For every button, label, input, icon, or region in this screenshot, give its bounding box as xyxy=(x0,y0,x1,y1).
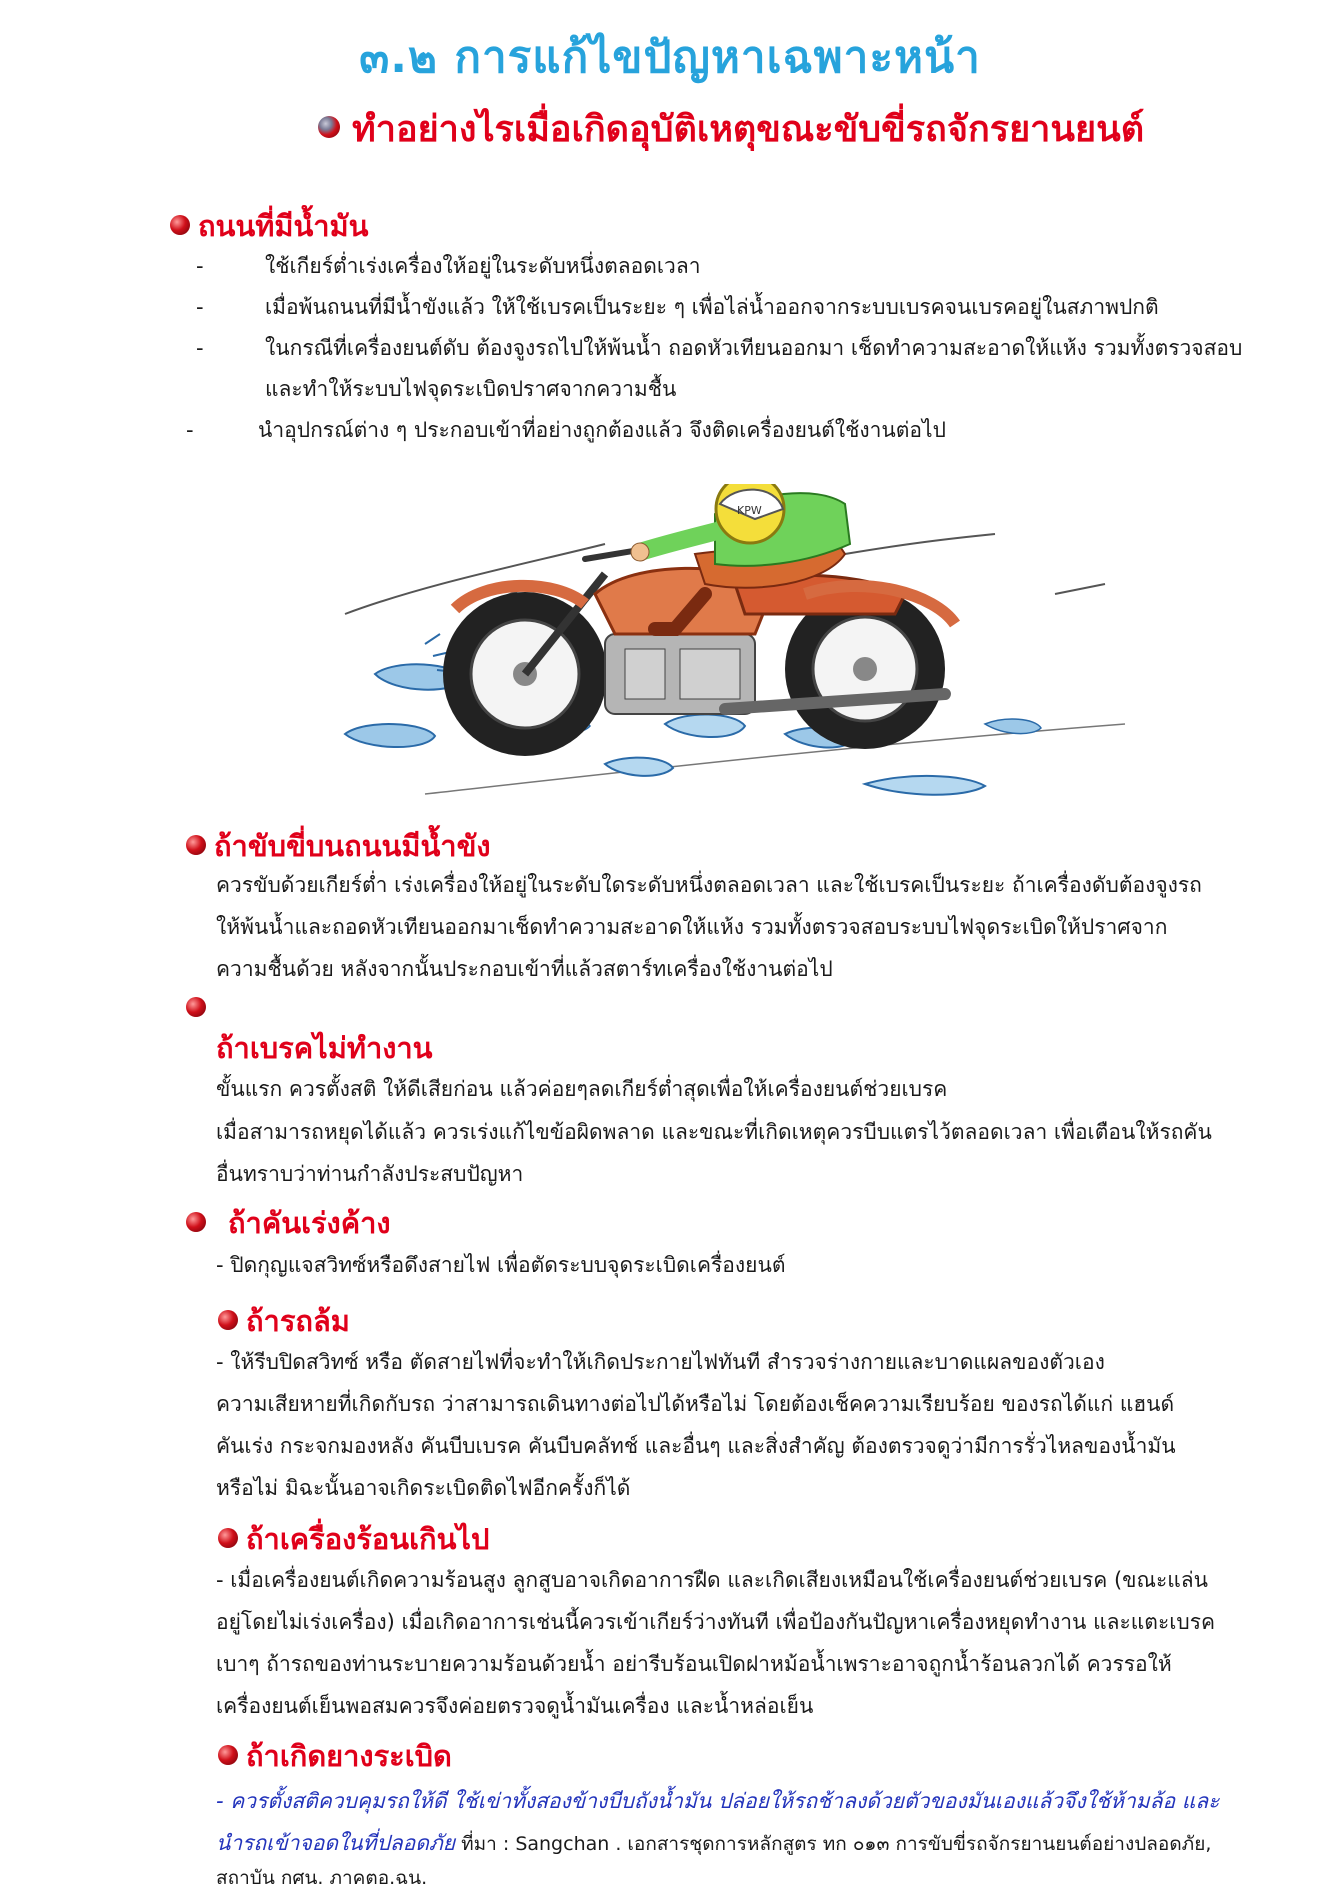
list-dash: - xyxy=(196,295,204,319)
paragraph-line: เบาๆ ถ้ารถของท่านระบายความร้อนด้วยน้ำ อย่ารีบร้อนเปิดฝาหม้อน้ำเพราะอาจถูกน้ำร้อนลวกได้ ควรรอให้ xyxy=(216,1652,1172,1676)
heading-text: ถ้ารถล้ม xyxy=(246,1304,350,1338)
paragraph-line: - เมื่อเครื่องยนต์เกิดความร้อนสูง ลูกสูบอาจเกิดอาการฝืด และเกิดเสียงเหมือนใช้เครื่องยนต์ช่วยเบรค (ขณะแล่น xyxy=(216,1568,1209,1592)
section-heading-throttle-stuck xyxy=(186,1200,391,1246)
section-heading-oil-road xyxy=(170,203,369,249)
heading-text: ถ้าคันเร่งค้าง xyxy=(228,1206,391,1240)
paragraph-line: - ให้รีบปิดสวิทซ์ หรือ ตัดสายไฟที่จะทำให้เกิดประกายไฟทันที สำรวจร่างกายและบาดแผลของตัวเอง xyxy=(216,1350,1105,1374)
section-heading-flooded-road xyxy=(186,823,491,869)
helmet-label: KPW xyxy=(737,504,762,517)
paragraph-line: ให้พ้นน้ำและถอดหัวเทียนออกมาเช็ดทำความสะอาดให้แห้ง รวมทั้งตรวจสอบระบบไฟจุดระเบิดให้ปราศจาก xyxy=(216,915,1168,939)
page-title: ๓.๒ การแก้ไขปัญหาเฉพาะหน้า xyxy=(359,32,981,83)
list-item: ในกรณีที่เครื่องยนต์ดับ ต้องจูงรถไปให้พ้นน้ำ ถอดหัวเทียนออกมา เช็ดทำความสะอาดให้แห้ง รวมทั้งตรวจสอบ xyxy=(265,336,1243,360)
paragraph-line: เมื่อสามารถหยุดได้แล้ว ควรเร่งแก้ไขข้อผิดพลาด และขณะที่เกิดเหตุควรบีบแตรไว้ตลอดเวลา เพื่อเตือนให้รถคัน xyxy=(216,1120,1212,1144)
list-item-continuation: และทำให้ระบบไฟจุดระเบิดปราศจากความชื้น xyxy=(265,377,677,401)
source-citation: ที่มา : Sangchan . เอกสารชุดการหลักสูตร ทก ๐๑๓ การขับขี่รถจักรยานยนต์อย่างปลอดภัย, xyxy=(455,1833,1212,1855)
list-item: เมื่อพ้นถนนที่มีน้ำขังแล้ว ให้ใช้เบรคเป็นระยะ ๆ เพื่อไล่น้ำออกจากระบบเบรคจนเบรคอยู่ในสภาพปกติ xyxy=(265,295,1159,319)
list-item: ใช้เกียร์ต่ำเร่งเครื่องให้อยู่ในระดับหนึ่งตลอดเวลา xyxy=(265,254,701,278)
paragraph-line: - ควรตั้งสติควบคุมรถให้ดี ใช้เข่าทั้งสองข้างบีบถังน้ำมัน ปล่อยให้รถช้าลงด้วยตัวของมันเองแล้วจึงใช้ห้ามล้อ และ xyxy=(216,1789,1220,1813)
list-dash: - xyxy=(196,254,204,278)
paragraph-line: อื่นทราบว่าท่านกำลังประสบปัญหา xyxy=(216,1162,524,1186)
heading-text: ถนนที่มีน้ำมัน xyxy=(198,209,369,243)
bullet-icon xyxy=(170,215,190,235)
paragraph-line: ความเสียหายที่เกิดกับรถ ว่าสามารถเดินทางต่อไปได้หรือไม่ โดยต้องเช็คความเรียบร้อย ของรถได้แก่ แฮนด์ xyxy=(216,1392,1175,1416)
bullet-icon xyxy=(186,1212,206,1232)
bullet-icon xyxy=(186,835,206,855)
section-heading-overheat xyxy=(218,1516,489,1562)
bullet-icon xyxy=(318,116,340,138)
paragraph-line: ความชื้นด้วย หลังจากนั้นประกอบเข้าที่แล้วสตาร์ทเครื่องใช้งานต่อไป xyxy=(216,957,833,981)
heading-text: ถ้าเครื่องร้อนเกินไป xyxy=(246,1522,490,1556)
subtitle-text: ทำอย่างไรเมื่อเกิดอุบัติเหตุขณะขับขี่รถจักรยานยนต์ xyxy=(352,109,1145,150)
list-dash: - xyxy=(186,418,194,442)
bullet-icon xyxy=(218,1310,238,1330)
paragraph-line: เครื่องยนต์เย็นพอสมควรจึงค่อยตรวจดูน้ำมันเครื่อง และน้ำหล่อเย็น xyxy=(216,1694,814,1718)
paragraph-line: - ปิดกุญแจสวิทซ์หรือดึงสายไฟ เพื่อตัดระบบจุดระเบิดเครื่องยนต์ xyxy=(216,1253,786,1277)
heading-text: ถ้าขับขี่บนถนนมีน้ำขัง xyxy=(214,829,491,863)
paragraph-line: คันเร่ง กระจกมองหลัง คันบีบเบรค คันบีบคลัทช์ และอื่นๆ และสิ่งสำคัญ ต้องตรวจดูว่ามีการรั่วไหลของน้ำมัน xyxy=(216,1434,1176,1458)
paragraph-line: ควรขับด้วยเกียร์ต่ำ เร่งเครื่องให้อยู่ในระดับใดระดับหนึ่งตลอดเวลา และใช้เบรคเป็นระยะ ถ้าเครื่องดับต้องจูงรถ xyxy=(216,873,1202,897)
source-citation-continuation: สถาบัน กศน. ภาคตอ.ฉน. xyxy=(216,1867,428,1889)
page-subtitle xyxy=(318,100,1144,157)
heading-text: ถ้าเกิดยางระเบิด xyxy=(246,1739,452,1773)
section-heading-crash xyxy=(218,1298,350,1344)
paragraph-line: ขั้นแรก ควรตั้งสติ ให้ดีเสียก่อน แล้วค่อยๆลดเกียร์ต่ำสุดเพื่อให้เครื่องยนต์ช่วยเบรค xyxy=(216,1077,948,1101)
paragraph-text: นำรถเข้าจอดในที่ปลอดภัย xyxy=(216,1831,456,1855)
motorcycle-rider-drawing xyxy=(305,484,1165,804)
list-dash: - xyxy=(196,336,204,360)
paragraph-line: หรือไม่ มิฉะนั้นอาจเกิดระเบิดติดไฟอีกครั้งก็ได้ xyxy=(216,1476,631,1500)
section-heading-brake-fail: ถ้าเบรคไม่ทำงาน xyxy=(216,1031,433,1065)
paragraph-line xyxy=(216,1827,1211,1860)
bullet-icon xyxy=(218,1745,238,1765)
motorcyclist-illustration xyxy=(305,484,1165,804)
list-item: นำอุปกรณ์ต่าง ๆ ประกอบเข้าที่อย่างถูกต้องแล้ว จึงติดเครื่องยนต์ใช้งานต่อไป xyxy=(258,418,946,442)
paragraph-line: อยู่โดยไม่เร่งเครื่อง) เมื่อเกิดอาการเช่นนี้ควรเข้าเกียร์ว่างทันที เพื่อป้องกันปัญหาเครื่องหยุดทำงาน และแตะเบรค xyxy=(216,1610,1216,1634)
bullet-icon xyxy=(186,997,206,1017)
section-bullet xyxy=(186,996,206,1017)
bullet-icon xyxy=(218,1528,238,1548)
section-heading-tire-burst xyxy=(218,1733,452,1779)
